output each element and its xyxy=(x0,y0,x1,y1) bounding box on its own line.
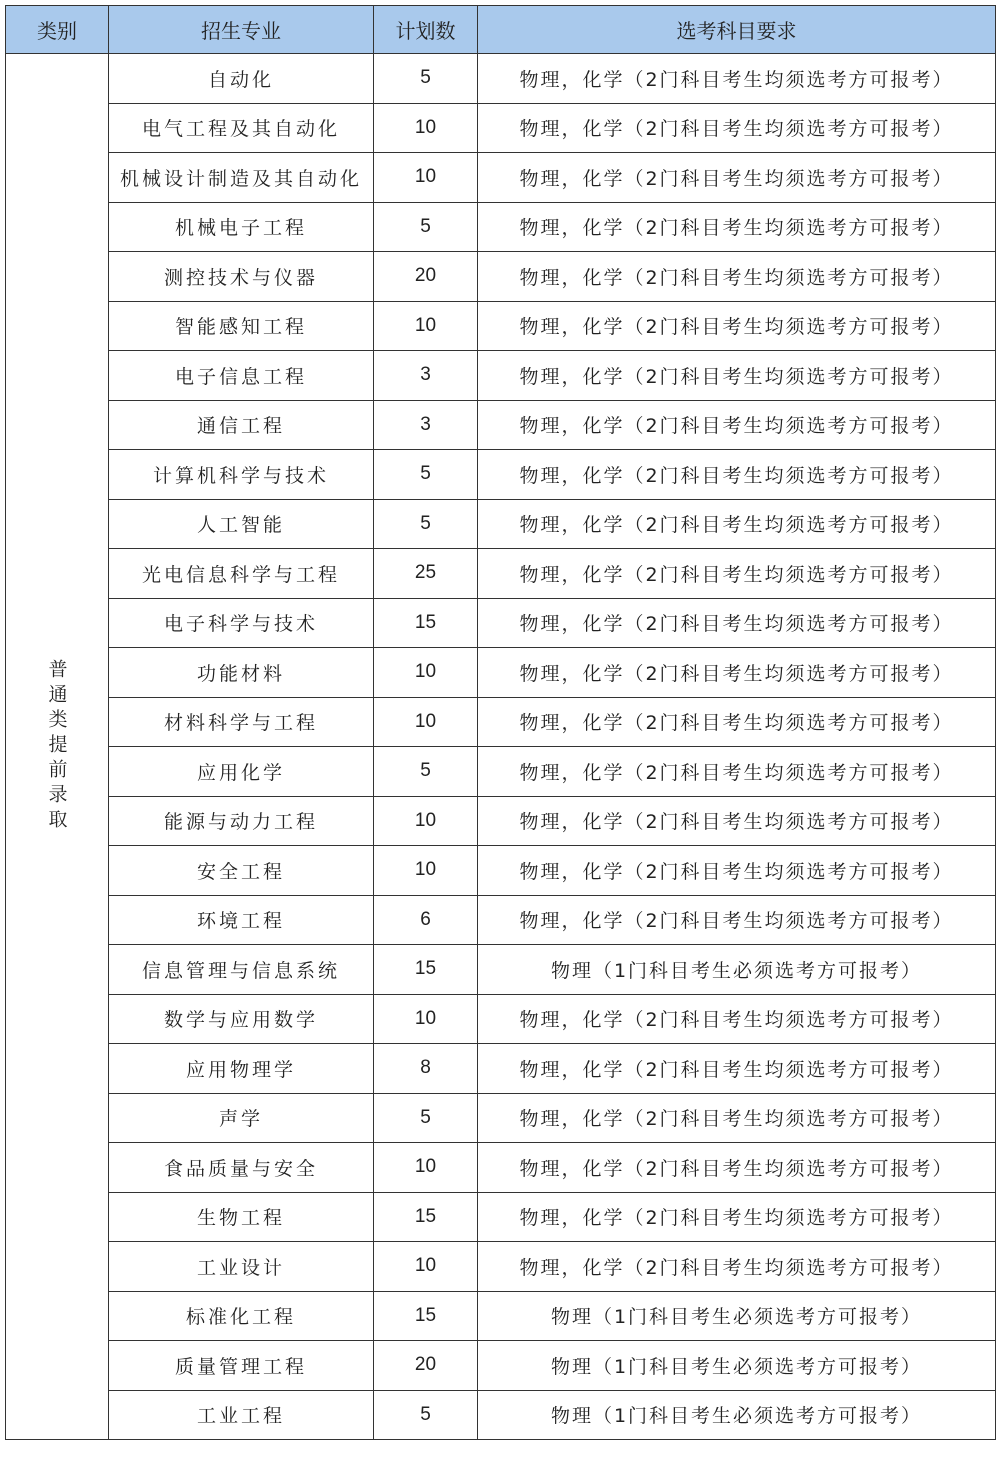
requirement-cell: 物理（1门科目考生必须选考方可报考） xyxy=(478,1390,996,1440)
requirement-cell: 物理，化学（2门科目考生均须选考方可报考） xyxy=(478,103,996,153)
major-cell: 环境工程 xyxy=(109,895,374,945)
plan-cell: 5 xyxy=(374,747,478,797)
table-row xyxy=(6,400,996,450)
table-row xyxy=(6,499,996,549)
major-cell: 应用化学 xyxy=(109,747,374,797)
requirement-cell: 物理，化学（2门科目考生均须选考方可报考） xyxy=(478,252,996,302)
table-row xyxy=(6,697,996,747)
major-cell: 质量管理工程 xyxy=(109,1341,374,1391)
requirement-cell: 物理，化学（2门科目考生均须选考方可报考） xyxy=(478,400,996,450)
table-body xyxy=(6,54,996,1440)
header-major: 招生专业 xyxy=(109,6,374,54)
plan-cell: 3 xyxy=(374,351,478,401)
requirement-cell: 物理，化学（2门科目考生均须选考方可报考） xyxy=(478,895,996,945)
plan-cell: 10 xyxy=(374,153,478,203)
major-cell: 工业工程 xyxy=(109,1390,374,1440)
major-cell: 计算机科学与技术 xyxy=(109,450,374,500)
major-cell: 自动化 xyxy=(109,54,374,104)
requirement-cell: 物理，化学（2门科目考生均须选考方可报考） xyxy=(478,1143,996,1193)
requirement-cell: 物理，化学（2门科目考生均须选考方可报考） xyxy=(478,648,996,698)
requirement-cell: 物理，化学（2门科目考生均须选考方可报考） xyxy=(478,1242,996,1292)
header-plan: 计划数 xyxy=(374,6,478,54)
table-row xyxy=(6,945,996,995)
requirement-cell: 物理，化学（2门科目考生均须选考方可报考） xyxy=(478,598,996,648)
plan-cell: 10 xyxy=(374,796,478,846)
table-row xyxy=(6,1291,996,1341)
plan-cell: 20 xyxy=(374,252,478,302)
table-row xyxy=(6,1044,996,1094)
plan-cell: 5 xyxy=(374,54,478,104)
requirement-cell: 物理（1门科目考生必须选考方可报考） xyxy=(478,1341,996,1391)
requirement-cell: 物理，化学（2门科目考生均须选考方可报考） xyxy=(478,54,996,104)
requirement-cell: 物理，化学（2门科目考生均须选考方可报考） xyxy=(478,499,996,549)
major-cell: 电子科学与技术 xyxy=(109,598,374,648)
major-cell: 食品质量与安全 xyxy=(109,1143,374,1193)
plan-cell: 10 xyxy=(374,648,478,698)
major-cell: 工业设计 xyxy=(109,1242,374,1292)
table-row xyxy=(6,796,996,846)
requirement-cell: 物理，化学（2门科目考生均须选考方可报考） xyxy=(478,153,996,203)
plan-cell: 5 xyxy=(374,202,478,252)
category-cell: 普通类提前录取 xyxy=(6,54,109,1440)
table-row xyxy=(6,846,996,896)
plan-cell: 5 xyxy=(374,450,478,500)
plan-cell: 6 xyxy=(374,895,478,945)
major-cell: 信息管理与信息系统 xyxy=(109,945,374,995)
table-row xyxy=(6,598,996,648)
table-row xyxy=(6,202,996,252)
table-row xyxy=(6,252,996,302)
table-row xyxy=(6,103,996,153)
plan-cell: 15 xyxy=(374,1291,478,1341)
major-cell: 声学 xyxy=(109,1093,374,1143)
table-row xyxy=(6,994,996,1044)
major-cell: 功能材料 xyxy=(109,648,374,698)
plan-cell: 3 xyxy=(374,400,478,450)
major-cell: 应用物理学 xyxy=(109,1044,374,1094)
requirement-cell: 物理，化学（2门科目考生均须选考方可报考） xyxy=(478,846,996,896)
plan-cell: 5 xyxy=(374,1390,478,1440)
requirement-cell: 物理，化学（2门科目考生均须选考方可报考） xyxy=(478,351,996,401)
major-cell: 机械设计制造及其自动化 xyxy=(109,153,374,203)
requirement-cell: 物理，化学（2门科目考生均须选考方可报考） xyxy=(478,747,996,797)
table-row xyxy=(6,1093,996,1143)
major-cell: 通信工程 xyxy=(109,400,374,450)
major-cell: 电气工程及其自动化 xyxy=(109,103,374,153)
table-row xyxy=(6,747,996,797)
requirement-cell: 物理，化学（2门科目考生均须选考方可报考） xyxy=(478,1093,996,1143)
plan-cell: 10 xyxy=(374,1242,478,1292)
major-cell: 机械电子工程 xyxy=(109,202,374,252)
major-cell: 光电信息科学与工程 xyxy=(109,549,374,599)
plan-cell: 15 xyxy=(374,1192,478,1242)
plan-cell: 10 xyxy=(374,103,478,153)
table-row xyxy=(6,153,996,203)
header-row xyxy=(6,6,996,54)
header-category: 类别 xyxy=(6,6,109,54)
table-row xyxy=(6,1192,996,1242)
plan-cell: 10 xyxy=(374,994,478,1044)
table-row xyxy=(6,549,996,599)
plan-cell: 10 xyxy=(374,1143,478,1193)
table-row xyxy=(6,301,996,351)
major-cell: 生物工程 xyxy=(109,1192,374,1242)
requirement-cell: 物理（1门科目考生必须选考方可报考） xyxy=(478,1291,996,1341)
plan-cell: 10 xyxy=(374,846,478,896)
requirement-cell: 物理，化学（2门科目考生均须选考方可报考） xyxy=(478,1044,996,1094)
major-cell: 标准化工程 xyxy=(109,1291,374,1341)
major-cell: 安全工程 xyxy=(109,846,374,896)
plan-cell: 10 xyxy=(374,697,478,747)
plan-cell: 5 xyxy=(374,1093,478,1143)
requirement-cell: 物理，化学（2门科目考生均须选考方可报考） xyxy=(478,301,996,351)
table-row xyxy=(6,1341,996,1391)
table-row xyxy=(6,450,996,500)
major-cell: 数学与应用数学 xyxy=(109,994,374,1044)
plan-cell: 25 xyxy=(374,549,478,599)
plan-cell: 20 xyxy=(374,1341,478,1391)
table-row xyxy=(6,648,996,698)
table-row xyxy=(6,1143,996,1193)
major-cell: 智能感知工程 xyxy=(109,301,374,351)
requirement-cell: 物理，化学（2门科目考生均须选考方可报考） xyxy=(478,1192,996,1242)
requirement-cell: 物理（1门科目考生必须选考方可报考） xyxy=(478,945,996,995)
table-row xyxy=(6,54,996,104)
plan-cell: 10 xyxy=(374,301,478,351)
major-cell: 能源与动力工程 xyxy=(109,796,374,846)
major-cell: 材料科学与工程 xyxy=(109,697,374,747)
requirement-cell: 物理，化学（2门科目考生均须选考方可报考） xyxy=(478,202,996,252)
requirement-cell: 物理，化学（2门科目考生均须选考方可报考） xyxy=(478,697,996,747)
major-cell: 人工智能 xyxy=(109,499,374,549)
header-requirement: 选考科目要求 xyxy=(478,6,996,54)
plan-cell: 15 xyxy=(374,945,478,995)
requirement-cell: 物理，化学（2门科目考生均须选考方可报考） xyxy=(478,549,996,599)
major-cell: 测控技术与仪器 xyxy=(109,252,374,302)
plan-cell: 5 xyxy=(374,499,478,549)
plan-cell: 15 xyxy=(374,598,478,648)
table-row xyxy=(6,1242,996,1292)
table-row xyxy=(6,351,996,401)
table-row xyxy=(6,895,996,945)
admission-plan-table xyxy=(5,5,996,1440)
plan-cell: 8 xyxy=(374,1044,478,1094)
requirement-cell: 物理，化学（2门科目考生均须选考方可报考） xyxy=(478,450,996,500)
major-cell: 电子信息工程 xyxy=(109,351,374,401)
requirement-cell: 物理，化学（2门科目考生均须选考方可报考） xyxy=(478,994,996,1044)
requirement-cell: 物理，化学（2门科目考生均须选考方可报考） xyxy=(478,796,996,846)
table-row xyxy=(6,1390,996,1440)
